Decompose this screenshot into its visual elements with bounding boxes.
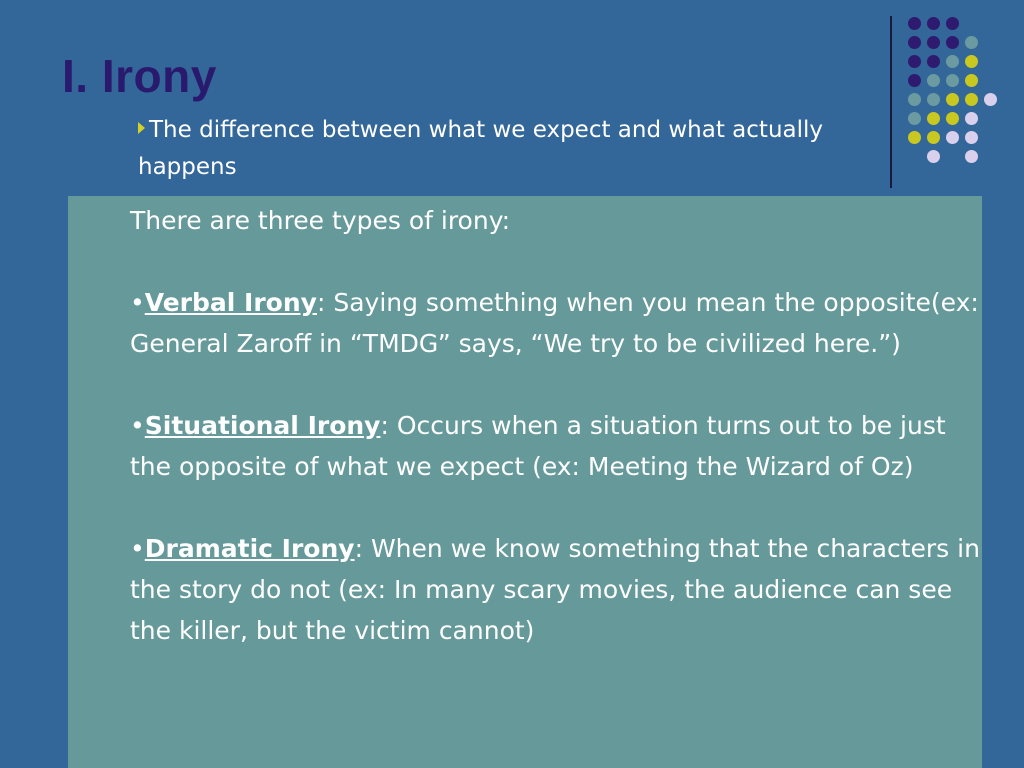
decorative-dot (927, 150, 940, 163)
decorative-dot (965, 150, 978, 163)
decorative-dot (927, 17, 940, 30)
decorative-dot (946, 55, 959, 68)
decorative-dot (908, 74, 921, 87)
slide-subtitle (138, 112, 858, 186)
decorative-dot (946, 17, 959, 30)
decorative-dot-grid (905, 14, 1015, 164)
decorative-dot (927, 36, 940, 49)
irony-item-dramatic (130, 528, 980, 651)
subtitle-text: The difference between what we expect and what actually happens (138, 117, 824, 180)
decorative-dot (908, 93, 921, 106)
definition-verbal-irony: : Saying something when you mean the opposite(ex: General Zaroff in “TMDG” says, “We try to be civilized here.”) (130, 288, 979, 358)
bullet: • (130, 411, 145, 440)
decorative-dot (908, 17, 921, 30)
irony-item-verbal (130, 282, 980, 364)
term-dramatic-irony: Dramatic Irony (144, 534, 355, 563)
slide-title: I. Irony (62, 50, 217, 102)
decorative-dot (927, 93, 940, 106)
decorative-dot (946, 112, 959, 125)
decorative-dot (946, 74, 959, 87)
intro-line: There are three types of irony: (130, 206, 511, 235)
decorative-dot (927, 55, 940, 68)
decorative-dot (927, 131, 940, 144)
decorative-dot (908, 36, 921, 49)
bullet: • (130, 534, 145, 563)
decorative-dot (965, 74, 978, 87)
content-text (130, 200, 980, 651)
decorative-dot (965, 112, 978, 125)
vertical-divider (890, 16, 892, 188)
decorative-dot (946, 131, 959, 144)
decorative-dot (908, 55, 921, 68)
term-verbal-irony: Verbal Irony (144, 288, 317, 317)
bullet: • (130, 288, 145, 317)
decorative-dot (965, 55, 978, 68)
term-situational-irony: Situational Irony (144, 411, 381, 440)
decorative-dot (946, 36, 959, 49)
decorative-dot (965, 36, 978, 49)
decorative-dot (965, 131, 978, 144)
decorative-dot (984, 93, 997, 106)
decorative-dot (927, 74, 940, 87)
definition-situational-irony: : Occurs when a situation turns out to be just the opposite of what we expect (ex: Meeting the Wizard of Oz) (130, 411, 946, 481)
decorative-dot (946, 93, 959, 106)
arrow-right-icon (138, 122, 145, 134)
decorative-dot (908, 112, 921, 125)
decorative-dot (965, 93, 978, 106)
irony-item-situational (130, 405, 980, 487)
decorative-dot (927, 112, 940, 125)
definition-dramatic-irony: : When we know something that the characters in the story do not (ex: In many scary movies, the audience can see the killer, but the victim cannot) (130, 534, 980, 645)
decorative-dot (908, 131, 921, 144)
